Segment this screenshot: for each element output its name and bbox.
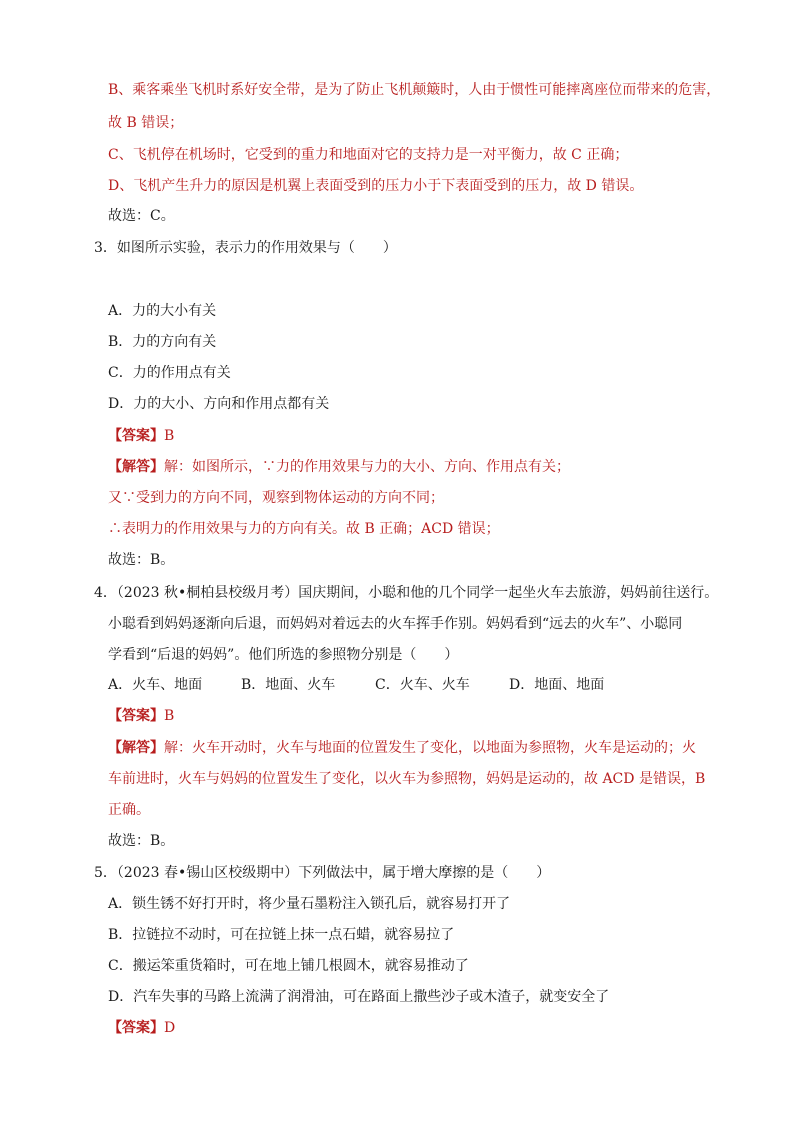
q4-stem-line2: 小聪看到妈妈逐渐向后退，而妈妈对着远去的火车挥手作别。妈妈看到“远去的火车”、小聪同 [108,616,683,632]
q3-analysis-line3: ∴表明力的作用效果与力的方向有关。故 B 正确；ACD 错误； [108,521,500,537]
q4-option-d: D．地面、地面 [509,677,605,693]
q2-option-b-analysis-line2: 故 B 错误； [108,115,184,131]
q3-analysis-line1 [108,457,570,477]
q3-option-c: C．力的作用点有关 [108,365,231,381]
q3-option-d: D．力的大小、方向和作用点都有关 [108,396,330,412]
q4-analysis-line1 [108,738,696,758]
q3-option-a: A．力的大小有关 [108,303,217,319]
q5-option-a: A．锁生锈不好打开时，将少量石墨粉注入锁孔后，就容易打开了 [108,896,511,912]
q2-option-d-analysis: D、飞机产生升力的原因是机翼上表面受到的压力小于下表面受到的压力，故 D 错误。 [108,178,644,194]
q4-answer [108,706,174,726]
q4-option-a: A．火车、地面 [108,677,203,693]
q4-option-c: C．火车、火车 [375,677,470,693]
analysis-tag: 【解答】 [108,459,164,475]
q3-option-b: B．力的方向有关 [108,334,217,350]
analysis-text: 解：火车开动时，火车与地面的位置发生了变化，以地面为参照物，火车是运动的；火 [164,740,696,756]
q3-stem: 3．如图所示实验，表示力的作用效果与（ ） [94,240,397,256]
answer-value: B [164,428,175,444]
q4-stem-line1: 4．（2023 秋•桐柏县校级月考）国庆期间，小聪和他的几个同学一起坐火车去旅游，妈妈前往送行。 [94,585,719,601]
q4-analysis-line2: 车前进时，火车与妈妈的位置发生了变化，以火车为参照物，妈妈是运动的，故 ACD 是错误，B [108,771,706,787]
answer-value: D [164,1020,176,1036]
answer-tag: 【答案】 [108,1020,164,1036]
q3-answer [108,426,174,446]
q4-option-b: B．地面、火车 [241,677,336,693]
answer-tag: 【答案】 [108,428,164,444]
q3-analysis-line2: 又∵受到力的方向不同，观察到物体运动的方向不同； [108,490,444,506]
q5-option-c: C．搬运笨重货箱时，可在地上铺几根圆木，就容易推动了 [108,958,469,974]
q2-option-b-analysis-line1: B、乘客乘坐飞机时系好安全带，是为了防止飞机颠簸时，人由于惯性可能摔离座位而带来的危害， [108,82,721,98]
q4-stem-line3: 学看到“后退的妈妈”。他们所选的参照物分别是（ ） [108,647,459,663]
q5-answer [108,1018,175,1038]
answer-tag: 【答案】 [108,708,164,724]
analysis-text: 解：如图所示，∵力的作用效果与力的大小、方向、作用点有关； [164,459,570,475]
q5-option-d: D．汽车失事的马路上流满了润滑油，可在路面上撒些沙子或木渣子，就变安全了 [108,989,610,1005]
q5-stem: 5．（2023 春•锡山区校级期中）下列做法中，属于增大摩擦的是（ ） [94,865,551,881]
q4-analysis-line3: 正确。 [108,802,150,818]
q4-options-row [108,675,604,695]
q2-option-c-analysis: C、飞机停在机场时，它受到的重力和地面对它的支持力是一对平衡力，故 C 正确； [108,147,629,163]
analysis-tag: 【解答】 [108,740,164,756]
q2-conclusion: 故选：C。 [108,208,175,224]
q4-conclusion: 故选：B。 [108,833,175,849]
answer-value: B [164,708,175,724]
q3-conclusion: 故选：B。 [108,552,175,568]
q5-option-b: B．拉链拉不动时，可在拉链上抹一点石蜡，就容易拉了 [108,927,455,943]
